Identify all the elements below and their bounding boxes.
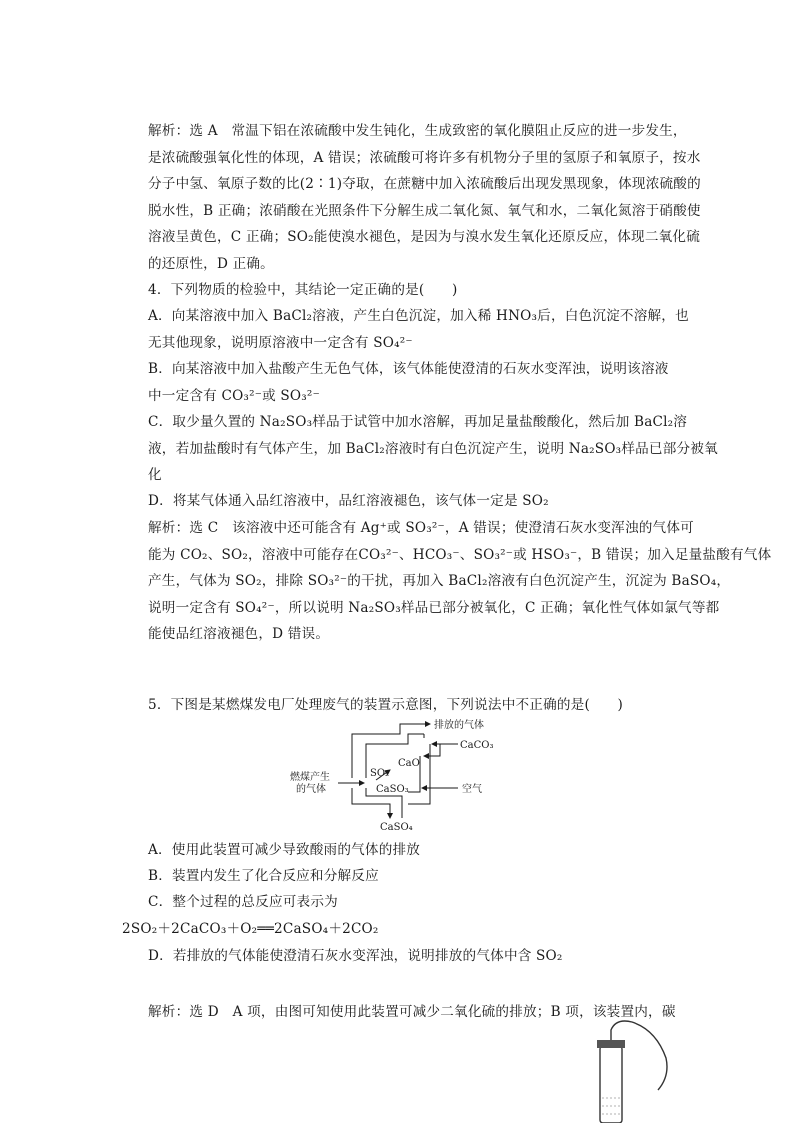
text-line: 的还原性，D 正确。: [148, 255, 274, 272]
text-line: 产生，气体为 SO₂，排除 SO₃²⁻的干扰，再加入 BaCl₂溶液有白色沉淀产生，沉淀为 BaSO₄，: [148, 573, 731, 589]
paragraph-q5c: [148, 889, 678, 916]
text-line: 解析：选 C 该溶液中还可能含有 Ag⁺或 SO₃²⁻，A 错误；使澄清石灰水变浑浊的气体可: [148, 520, 694, 536]
text-line: 解析：选 D A 项，由图可知使用此装置可减少二氧化硫的排放；B 项，该装置内，碳: [148, 1004, 676, 1020]
text-line: 2SO₂＋2CaCO₃＋O₂══2CaSO₄＋2CO₂: [122, 921, 379, 937]
exhaust-label: 排放的气体: [434, 720, 484, 731]
text-line: B．向某溶液中加入盐酸产生无色气体，该气体能使澄清的石灰水变浑浊，说明该溶液: [148, 361, 669, 377]
text-line: 分子中氢、氧原子数的比(2∶1)夺取，在蔗糖中加入浓硫酸后出现发黑现象，体现浓硫酸的: [148, 176, 701, 192]
paragraph-q5eq: [122, 916, 678, 943]
text-line: 中一定含有 CO₃²⁻或 SO₃²⁻: [148, 387, 320, 404]
text-line: A．使用此装置可减少导致酸雨的气体的排放: [148, 842, 421, 858]
text-line: 说明一定含有 SO₄²⁻，所以说明 Na₂SO₃样品已部分被氧化，C 正确；氧化性气体如氯气等都: [148, 599, 720, 616]
caco3-label: CaCO₃: [460, 740, 494, 751]
text-line: 解析：选 A 常温下铝在浓硫酸中发生钝化，生成致密的氧化膜阻止反应的进一步发生，: [148, 123, 687, 139]
paragraph-q4a: [148, 303, 689, 356]
paragraph-q4c: [148, 409, 718, 489]
coal-gas-label-2: 的气体: [296, 784, 326, 795]
text-line: 4．下列物质的检验中，其结论一定正确的是( ): [148, 282, 458, 298]
text-line: D．将某气体通入品红溶液中，品红溶液褪色，该气体一定是 SO₂: [148, 493, 549, 509]
coal-gas-label-1: 燃煤产生: [290, 772, 330, 783]
so2-label: SO₂: [370, 768, 390, 779]
text-line: 是浓硫酸强氧化性的体现，A 错误；浓硫酸可将许多有机物分子里的氢原子和氧原子，按水: [148, 149, 701, 166]
text-line: 无其他现象，说明原溶液中一定含有 SO₄²⁻: [148, 334, 413, 351]
paragraph-q4d: [148, 488, 678, 515]
text-line: C．整个过程的总反应可表示为: [148, 894, 338, 910]
text-line: A．向某溶液中加入 BaCl₂溶液，产生白色沉淀，加入稀 HNO₃后，白色沉淀不溶解，也: [148, 308, 689, 324]
text-line: 能为 CO₂、SO₂，溶液中可能存在CO₃²⁻、HCO₃⁻、SO₃²⁻或 HSO₃⁻，B 错误；加入足量盐酸有气体: [148, 546, 772, 563]
text-line: 溶液呈黄色，C 正确；SO₂能使溴水褪色，是因为与溴水发生氧化还原反应，体现二氧化硫: [148, 229, 700, 245]
text-line: 液，若加盐酸时有气体产生，加 BaCl₂溶液时有白色沉淀产生，说明 Na₂SO₃样品已部分被氧: [148, 440, 718, 457]
paragraph-q5: [148, 692, 678, 719]
text-line: C．取少量久置的 Na₂SO₃样品于试管中加水溶解，再加足量盐酸酸化，然后加 BaCl₂溶: [148, 414, 688, 430]
text-line: 脱水性，B 正确；浓硝酸在光照条件下分解生成二氧化氮、氧气和水，二氧化氮溶于硝酸使: [148, 202, 701, 219]
paragraph-q5a: [148, 837, 678, 864]
paragraph-ans4: [148, 515, 772, 648]
air-label: 空气: [462, 784, 482, 795]
paragraph-q4: [148, 277, 678, 304]
text-line: 5．下图是某燃煤发电厂处理废气的装置示意图，下列说法中不正确的是( ): [148, 697, 624, 713]
caso3-label: CaSO₃: [376, 784, 409, 795]
paragraph-q4b: [148, 356, 678, 409]
text-line: B．装置内发生了化合反应和分解反应: [148, 868, 379, 884]
text-line: 能使品红溶液褪色，D 错误。: [148, 626, 330, 642]
paragraph-q5d: [148, 943, 678, 970]
flue-gas-apparatus-diagram: [290, 716, 530, 832]
text-line: 化: [148, 467, 162, 483]
cao-label: CaO: [398, 758, 420, 769]
caso4-label: CaSO₄: [380, 822, 413, 832]
paragraph-ans3: [148, 118, 701, 277]
paragraph-q5b: [148, 863, 678, 890]
test-tube-drawing: [596, 1018, 676, 1123]
text-line: D．若排放的气体能使澄清石灰水变浑浊，说明排放的气体中含 SO₂: [148, 948, 563, 964]
